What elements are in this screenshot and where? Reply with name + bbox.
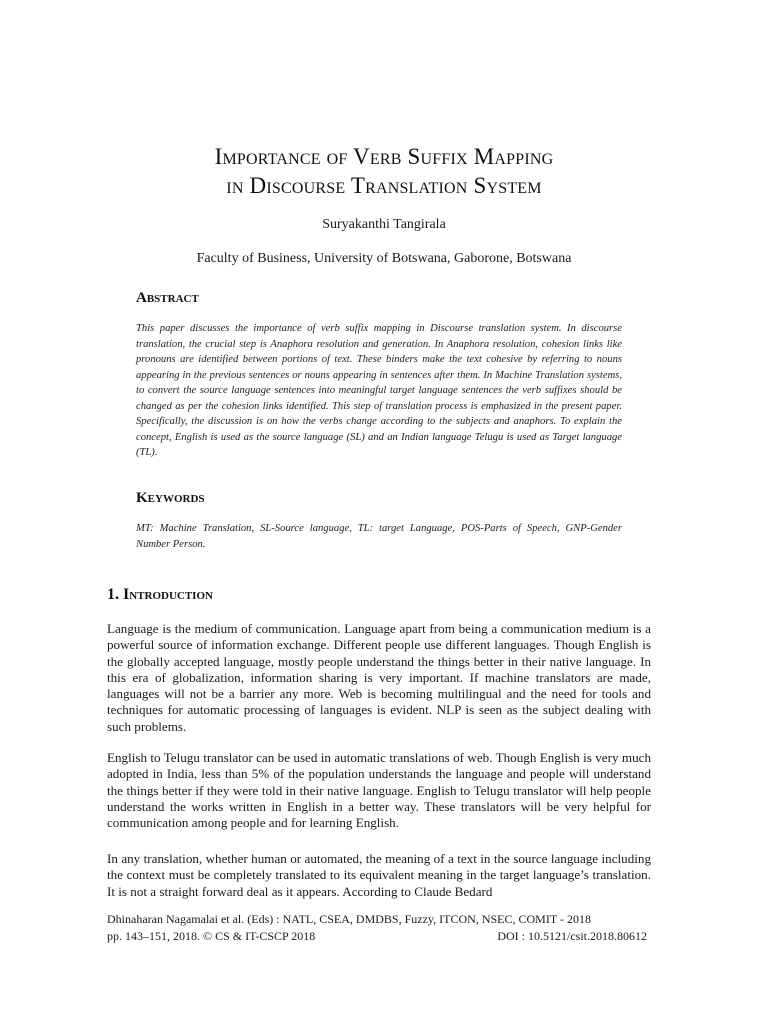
paper-title-line-1: Importance of Verb Suffix Mapping (214, 144, 554, 169)
doi-reference: DOI : 10.5121/csit.2018.80612 (497, 929, 647, 943)
pages-copyright: pp. 143–151, 2018. © CS & IT-CSCP 2018 (107, 929, 316, 943)
footer-pages-line (107, 929, 647, 944)
introduction-paragraph-3: In any translation, whether human or automated, the meaning of a text in the source language including the context must be completely translated to its equivalent meaning in the target language’s translation. It is not a straight forward deal as it appears. According to Claude Bedard (107, 851, 651, 899)
proceedings-citation: Dhinaharan Nagamalai et al. (Eds) : NATL, CSEA, DMDBS, Fuzzy, ITCON, NSEC, COMIT - 2018 (107, 912, 591, 926)
author-name: Suryakanthi Tangirala (322, 217, 446, 232)
abstract-text: This paper discusses the importance of verb suffix mapping in Discourse translation system. In discourse translation, the crucial step is Anaphora resolution and generation. In Anaphora resolution, cohesion links like pronouns are identified between portions of text. These binders make the text cohesive by referring to nouns appearing in the previous sentences or nouns appearing in sentences after them. In Machine Translation systems, to convert the source language sentences into meaningful target language sentences the verb suffixes should be changed as per the cohesion links identified. This step of translation process is emphasized in the present paper. Specifically, the discussion is on how the verbs change according to the subjects and anaphors. To explain the concept, English is used as the source language (SL) and an Indian language Telugu is used as Target language (TL). (136, 323, 622, 458)
keywords-text: MT: Machine Translation, SL-Source language, TL: target Language, POS-Parts of Speech, GNP-Gender Number Person. (136, 523, 622, 550)
introduction-heading: 1. Introduction (107, 586, 213, 603)
introduction-paragraph-2: English to Telugu translator can be used in automatic translations of web. Though English is very much adopted in India, less than 5% of the population understands the language and people will understand the things better if they were told in their native language. English to Telugu translator will help people understand the works written in English in a better way. These translators will be very helpful for communication among people and for learning English. (107, 750, 651, 831)
paper-title-line-2: in Discourse Translation System (226, 173, 542, 198)
introduction-paragraph-1: Language is the medium of communication. Language apart from being a communication medium is a powerful source of information exchange. Different people use different languages. Though English is the globally accepted language, mostly people understand the things better in their native language. In this era of globalization, information sharing is very important. If machine translators are made, languages will not be a barrier any more. Web is becoming multilingual and the need for tools and techniques for automatic processing of languages is evident. NLP is seen as the subject dealing with such problems. (107, 621, 651, 734)
keywords-heading: Keywords (136, 490, 205, 506)
author-affiliation: Faculty of Business, University of Botswana, Gaborone, Botswana (196, 251, 572, 266)
abstract-heading: Abstract (136, 290, 199, 306)
